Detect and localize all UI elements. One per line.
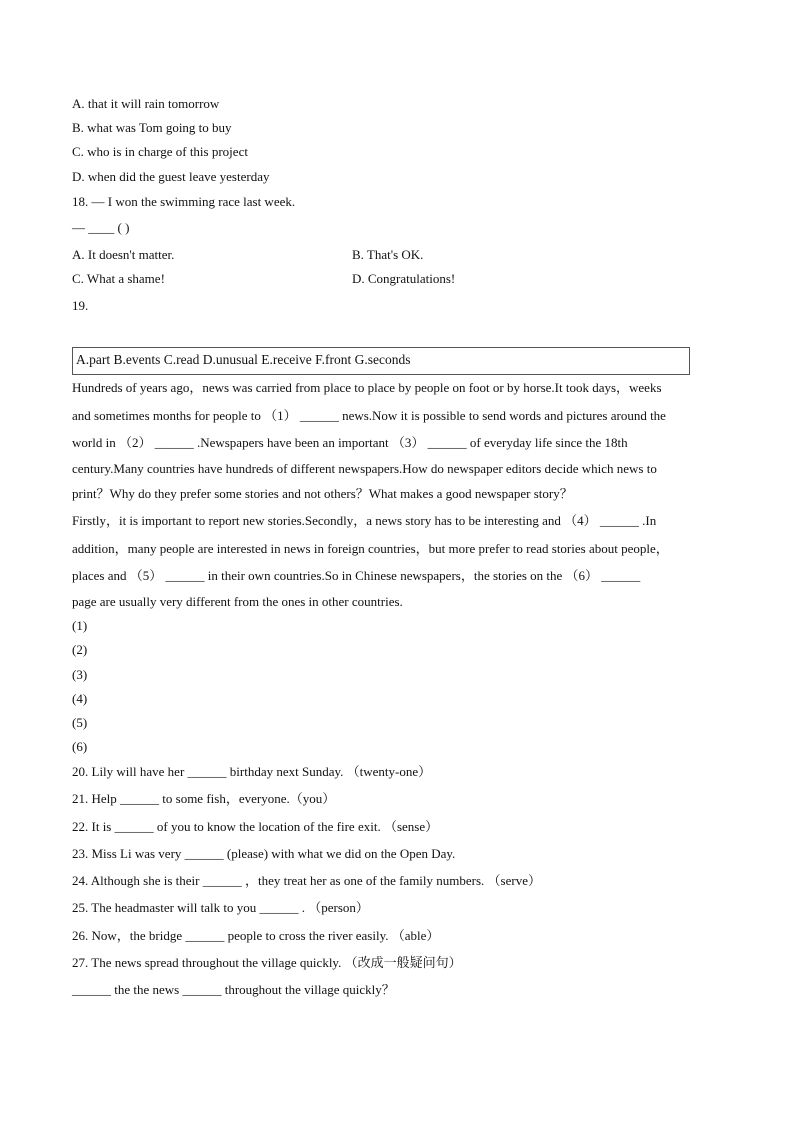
q18-option-c: C. What a shame! bbox=[72, 271, 165, 286]
passage-line-5: print？Why do they prefer some stories and not others？What makes a good newspaper story？ bbox=[72, 486, 573, 501]
q19-number: 19. bbox=[72, 298, 89, 313]
q19-blank-1: (1) bbox=[72, 618, 88, 633]
passage-line-3: world in （2） ______ .Newspapers have been an important （3） ______ of everyday life since the 18th bbox=[72, 435, 628, 450]
passage-line-8: places and （5） ______ in their own countries.So in Chinese newspapers，the stories on the （6） ______ bbox=[72, 568, 641, 583]
passage-line-6: Firstly，it is important to report new stories.Secondly，a news story has to be interesting and （4） ______ .In bbox=[72, 513, 657, 528]
question-22: 22. It is ______ of you to know the location of the fire exit. （sense） bbox=[72, 819, 439, 834]
passage-line-9: page are usually very different from the ones in other countries. bbox=[72, 594, 403, 609]
q19-word-box-text: A.part B.events C.read D.unusual E.receive F.front G.seconds bbox=[76, 352, 411, 367]
question-20: 20. Lily will have her ______ birthday next Sunday. （twenty-one） bbox=[72, 764, 432, 779]
q17-option-d: D. when did the guest leave yesterday bbox=[72, 169, 270, 184]
q18-stem: 18. — I won the swimming race last week. bbox=[72, 194, 296, 209]
passage-line-1: Hundreds of years ago，news was carried from place to place by people on foot or by horse.It took days，weeks bbox=[72, 380, 662, 395]
passage-line-7: addition，many people are interested in news in foreign countries，but more prefer to read stories about people， bbox=[72, 541, 669, 556]
q17-option-a: A. that it will rain tomorrow bbox=[72, 96, 220, 111]
q18-option-d: D. Congratulations! bbox=[352, 271, 456, 286]
q19-blank-6: (6) bbox=[72, 739, 88, 754]
q18-option-b: B. That's OK. bbox=[352, 247, 424, 262]
q19-word-box bbox=[72, 347, 690, 375]
q19-blank-2: (2) bbox=[72, 642, 88, 657]
question-26: 26. Now，the bridge ______ people to cross the river easily. （able） bbox=[72, 928, 440, 943]
q19-blank-3: (3) bbox=[72, 667, 88, 682]
passage-line-4: century.Many countries have hundreds of different newspapers.How do newspaper editors decide which news to bbox=[72, 461, 657, 476]
passage-line-2: and sometimes months for people to （1） ______ news.Now it is possible to send words and pictures around the bbox=[72, 408, 666, 423]
q19-blank-4: (4) bbox=[72, 691, 88, 706]
question-23: 23. Miss Li was very ______ (please) with what we did on the Open Day. bbox=[72, 846, 456, 861]
q17-option-b: B. what was Tom going to buy bbox=[72, 120, 232, 135]
question-24: 24. Although she is their ______ ，they treat her as one of the family numbers. （serve） bbox=[72, 873, 541, 888]
question-21: 21. Help ______ to some fish，everyone.（you） bbox=[72, 791, 336, 806]
q18-answer-line: — ____ ( ) bbox=[72, 220, 130, 235]
question-27-answer: ______ the the news ______ throughout the village quickly？ bbox=[72, 982, 395, 997]
question-25: 25. The headmaster will talk to you ______ . （person） bbox=[72, 900, 369, 915]
question-27: 27. The news spread throughout the village quickly. （改成一般疑问句） bbox=[72, 955, 462, 970]
q17-option-c: C. who is in charge of this project bbox=[72, 144, 248, 159]
q19-blank-5: (5) bbox=[72, 715, 88, 730]
q18-option-a: A. It doesn't matter. bbox=[72, 247, 175, 262]
